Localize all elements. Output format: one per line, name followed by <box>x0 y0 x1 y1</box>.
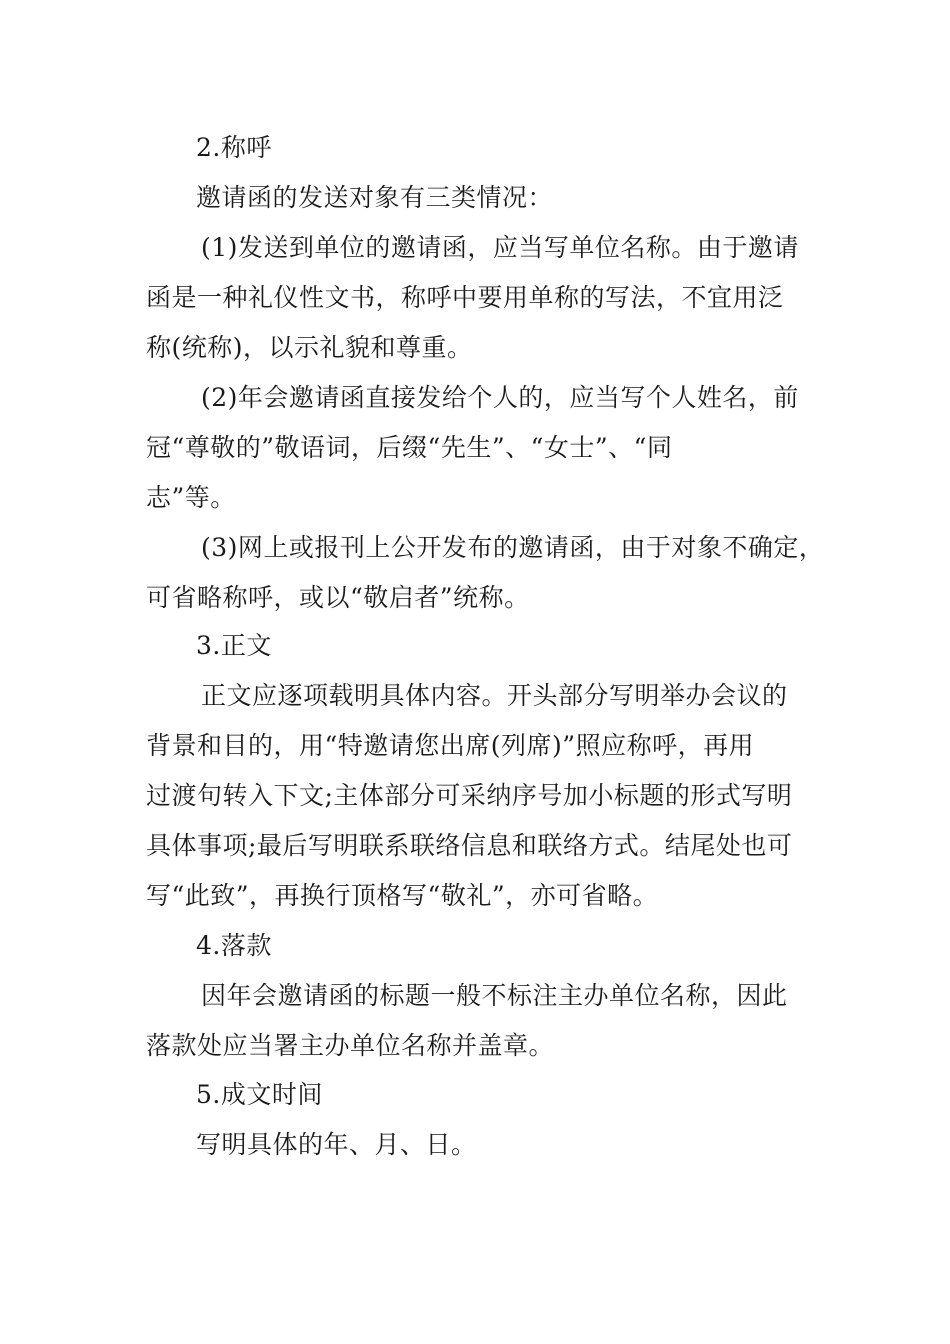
paragraph-line: 可省略称呼，或以“敬启者”统称。 <box>146 583 530 612</box>
paragraph-line: 志”等。 <box>146 483 236 512</box>
paragraph-line: 邀请函的发送对象有三类情况： <box>196 183 554 212</box>
paragraph-line: (2)年会邀请函直接发给个人的，应当写个人姓名，前 <box>201 383 799 412</box>
paragraph-line: 具体事项;最后写明联系联络信息和联络方式。结尾处也可 <box>146 831 793 860</box>
paragraph-line: 称(统称)，以示礼貌和尊重。 <box>146 333 473 362</box>
paragraph-line: 写“此致”，再换行顶格写“敬礼”，亦可省略。 <box>146 881 659 910</box>
paragraph-line: 落款处应当署主办单位名称并盖章。 <box>146 1031 555 1060</box>
paragraph-line: 冠“尊敬的”敬语词，后缀“先生”、“女士”、“同 <box>146 433 673 462</box>
paragraph-line: 写明具体的年、月、日。 <box>196 1130 477 1159</box>
paragraph-line: (3)网上或报刊上公开发布的邀请函，由于对象不确定， <box>201 533 825 562</box>
paragraph-line: (1)发送到单位的邀请函，应当写单位名称。由于邀请 <box>201 233 799 262</box>
section-heading-body: 3.正文 <box>196 631 272 660</box>
paragraph-line: 因年会邀请函的标题一般不标注主办单位名称，因此 <box>201 981 788 1010</box>
section-heading-date: 5.成文时间 <box>196 1080 323 1109</box>
paragraph-line: 背景和目的，用“特邀请您出席(列席)”照应称呼，再用 <box>146 731 755 760</box>
section-heading-signature: 4.落款 <box>196 931 272 960</box>
section-heading-salutation: 2.称呼 <box>196 133 272 162</box>
paragraph-line: 过渡句转入下文;主体部分可采纳序号加小标题的形式写明 <box>146 781 793 810</box>
paragraph-line: 函是一种礼仪性文书，称呼中要用单称的写法，不宜用泛 <box>146 283 784 312</box>
paragraph-line: 正文应逐项载明具体内容。开头部分写明举办会议的 <box>201 681 788 710</box>
